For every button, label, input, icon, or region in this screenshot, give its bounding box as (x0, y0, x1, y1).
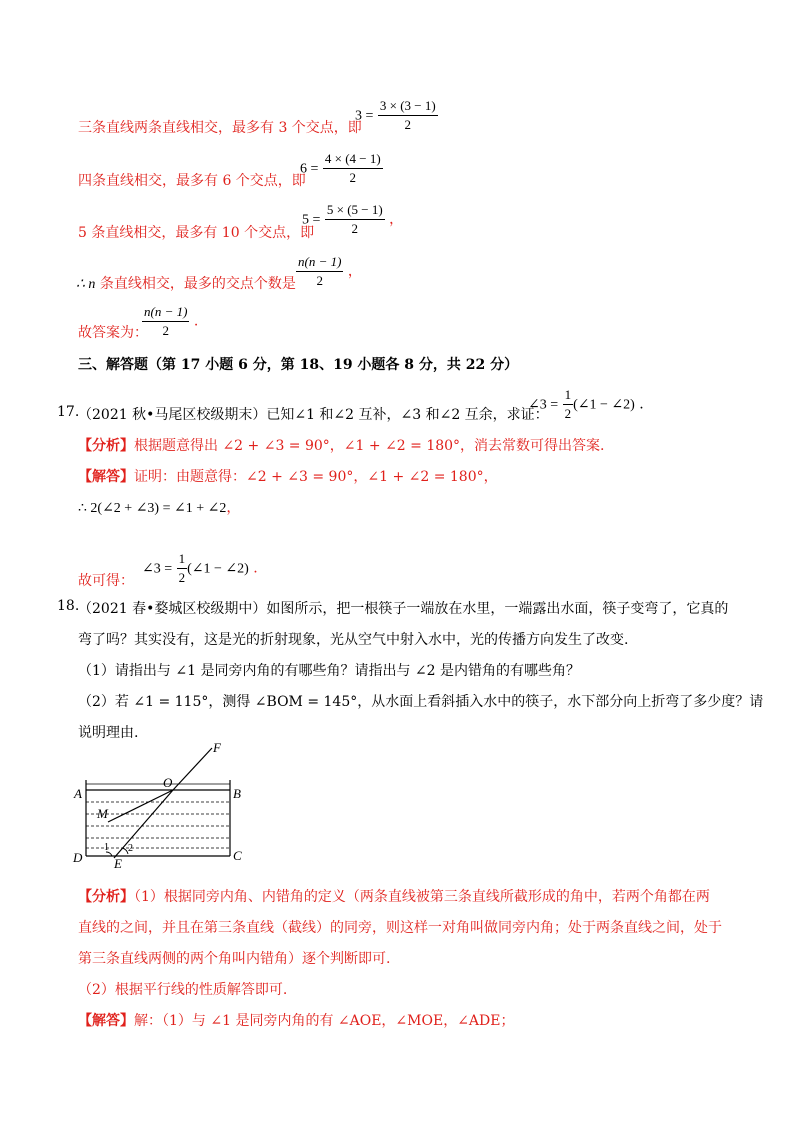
label-A: A (74, 786, 82, 801)
q17-number: 17. (57, 404, 80, 420)
line-5 (78, 322, 148, 342)
q17-step: ∴ 2(∠2 + ∠3) = ∠1 + ∠2， (78, 500, 241, 516)
q18-analysis-tag: 【分析】 (78, 889, 134, 905)
q18-number: 18. (57, 598, 80, 614)
q17-text: （2021 秋•马尾区校级期末）已知∠1 和∠2 互补，∠3 和∠2 互余，求证： (78, 407, 549, 423)
line-2-text: 四条直线相交，最多有 6 个交点，即 (78, 173, 306, 189)
formula-3-tail: ， (389, 211, 404, 228)
q17-conclusion-pre: 故可得： (78, 573, 134, 589)
formula-3-lhs: 5 = (302, 212, 321, 228)
solution-tag: 【解答】 (78, 469, 134, 485)
line-4-prefix: ∴ n (76, 277, 96, 292)
q18-solution: 【解答】解：（1）与 ∠1 是同旁内角的有 ∠AOE，∠MOE，∠ADE； (78, 1013, 515, 1029)
label-angle-1: 1 (104, 842, 109, 853)
q17-analysis (78, 435, 605, 455)
formula-5 (142, 303, 198, 340)
line-1 (78, 117, 362, 137)
label-F: F (213, 740, 221, 755)
formula-3-fraction: $\frac{5 \times (5 - 1)}{2}$ (326, 202, 383, 236)
q18-text-1: （2021 春•婺城区校级期中）如图所示，把一根筷子一端放在水里，一端露出水面，筷子变弯了，它真的 (78, 601, 729, 617)
line-3-text: 5 条直线相交，最多有 10 个交点，即 (78, 225, 315, 241)
label-C: C (233, 848, 242, 863)
q18-analysis-line-3: 第三条直线两侧的两个角叫内错角）逐个判断即可. (78, 951, 391, 967)
label-M: M (97, 806, 108, 821)
label-E: E (114, 856, 122, 870)
q18-analysis-line-2: 直线的之间，并且在第三条直线（截线）的同旁，则这样一对角叫做同旁内角；处于两条直线之间，处于 (78, 920, 722, 936)
chopstick-below (108, 790, 173, 822)
line-4 (76, 273, 296, 293)
section-heading: 三、解答题（第 17 小题 6 分，第 18、19 小题各 8 分，共 22 分） (78, 357, 519, 373)
formula-1 (355, 97, 438, 134)
formula-1-fraction: $\frac{3 \times (3 - 1)}{2}$ (379, 98, 436, 132)
q18-part-1: （1）请指出与 ∠1 是同旁内角的有哪些角？请指出与 ∠2 是内错角的有哪些角？ (78, 663, 580, 679)
formula-1-lhs: 3 = (355, 108, 374, 124)
q18-analysis-line-1: 【分析】（1）根据同旁内角、内错角的定义（两条直线被第三条直线所截形成的角中，若两个角都在两 (78, 889, 710, 905)
line-4-text: 条直线相交，最多的交点个数是 (99, 276, 296, 292)
line-3 (78, 222, 314, 242)
label-B: B (233, 786, 241, 801)
q18-part-2-line-2: 说明理由. (78, 725, 139, 741)
line-1-text: 三条直线两条直线相交，最多有 3 个交点，即 (78, 120, 362, 136)
q18-text-2: 弯了吗？其实没有，这是光的折射现象，光从空气中射入水中，光的传播方向发生了改变. (78, 632, 629, 648)
formula-2 (300, 150, 383, 187)
formula-5-tail: . (193, 313, 199, 330)
formula-3 (302, 201, 403, 238)
formula-2-lhs: 6 = (300, 161, 319, 177)
label-D: D (73, 850, 83, 865)
line-5-text: 故答案为： (78, 325, 148, 341)
q18-figure (70, 740, 250, 870)
label-O: O (163, 775, 173, 790)
line-2 (78, 170, 306, 190)
formula-4-fraction: $\frac{n(n - 1)}{2}$ (298, 254, 342, 288)
q17-solution (78, 466, 498, 486)
label-angle-2: 2 (128, 843, 133, 854)
formula-4 (296, 253, 362, 290)
formula-4-tail: ， (347, 263, 362, 280)
analysis-text: 根据题意得出 ∠2 + ∠3 = 90°，∠1 + ∠2 = 180°，消去常数可得出答案. (134, 438, 605, 454)
q17-conclusion: ∠3 = $\frac{1}{2}$ (∠1 − ∠2) . (142, 551, 258, 585)
q18-solution-tag: 【解答】 (78, 1013, 134, 1029)
analysis-tag: 【分析】 (78, 438, 134, 454)
solution-text: 证明：由题意得：∠2 + ∠3 = 90°，∠1 + ∠2 = 180°， (134, 469, 498, 485)
formula-5-fraction: $\frac{n(n - 1)}{2}$ (144, 304, 188, 338)
formula-2-fraction: $\frac{4 \times (4 - 1)}{2}$ (324, 151, 381, 185)
q18-part-2-line-1: （2）若 ∠1 = 115°，测得 ∠BOM = 145°，从水面上看斜插入水中的筷子，水下部分向上折弯了多少度？请 (78, 694, 764, 710)
q18-analysis-line-4: （2）根据平行线的性质解答即可. (78, 982, 288, 998)
q17-claim: ∠3 = $\frac{1}{2}$ (∠1 − ∠2) . (528, 387, 644, 421)
